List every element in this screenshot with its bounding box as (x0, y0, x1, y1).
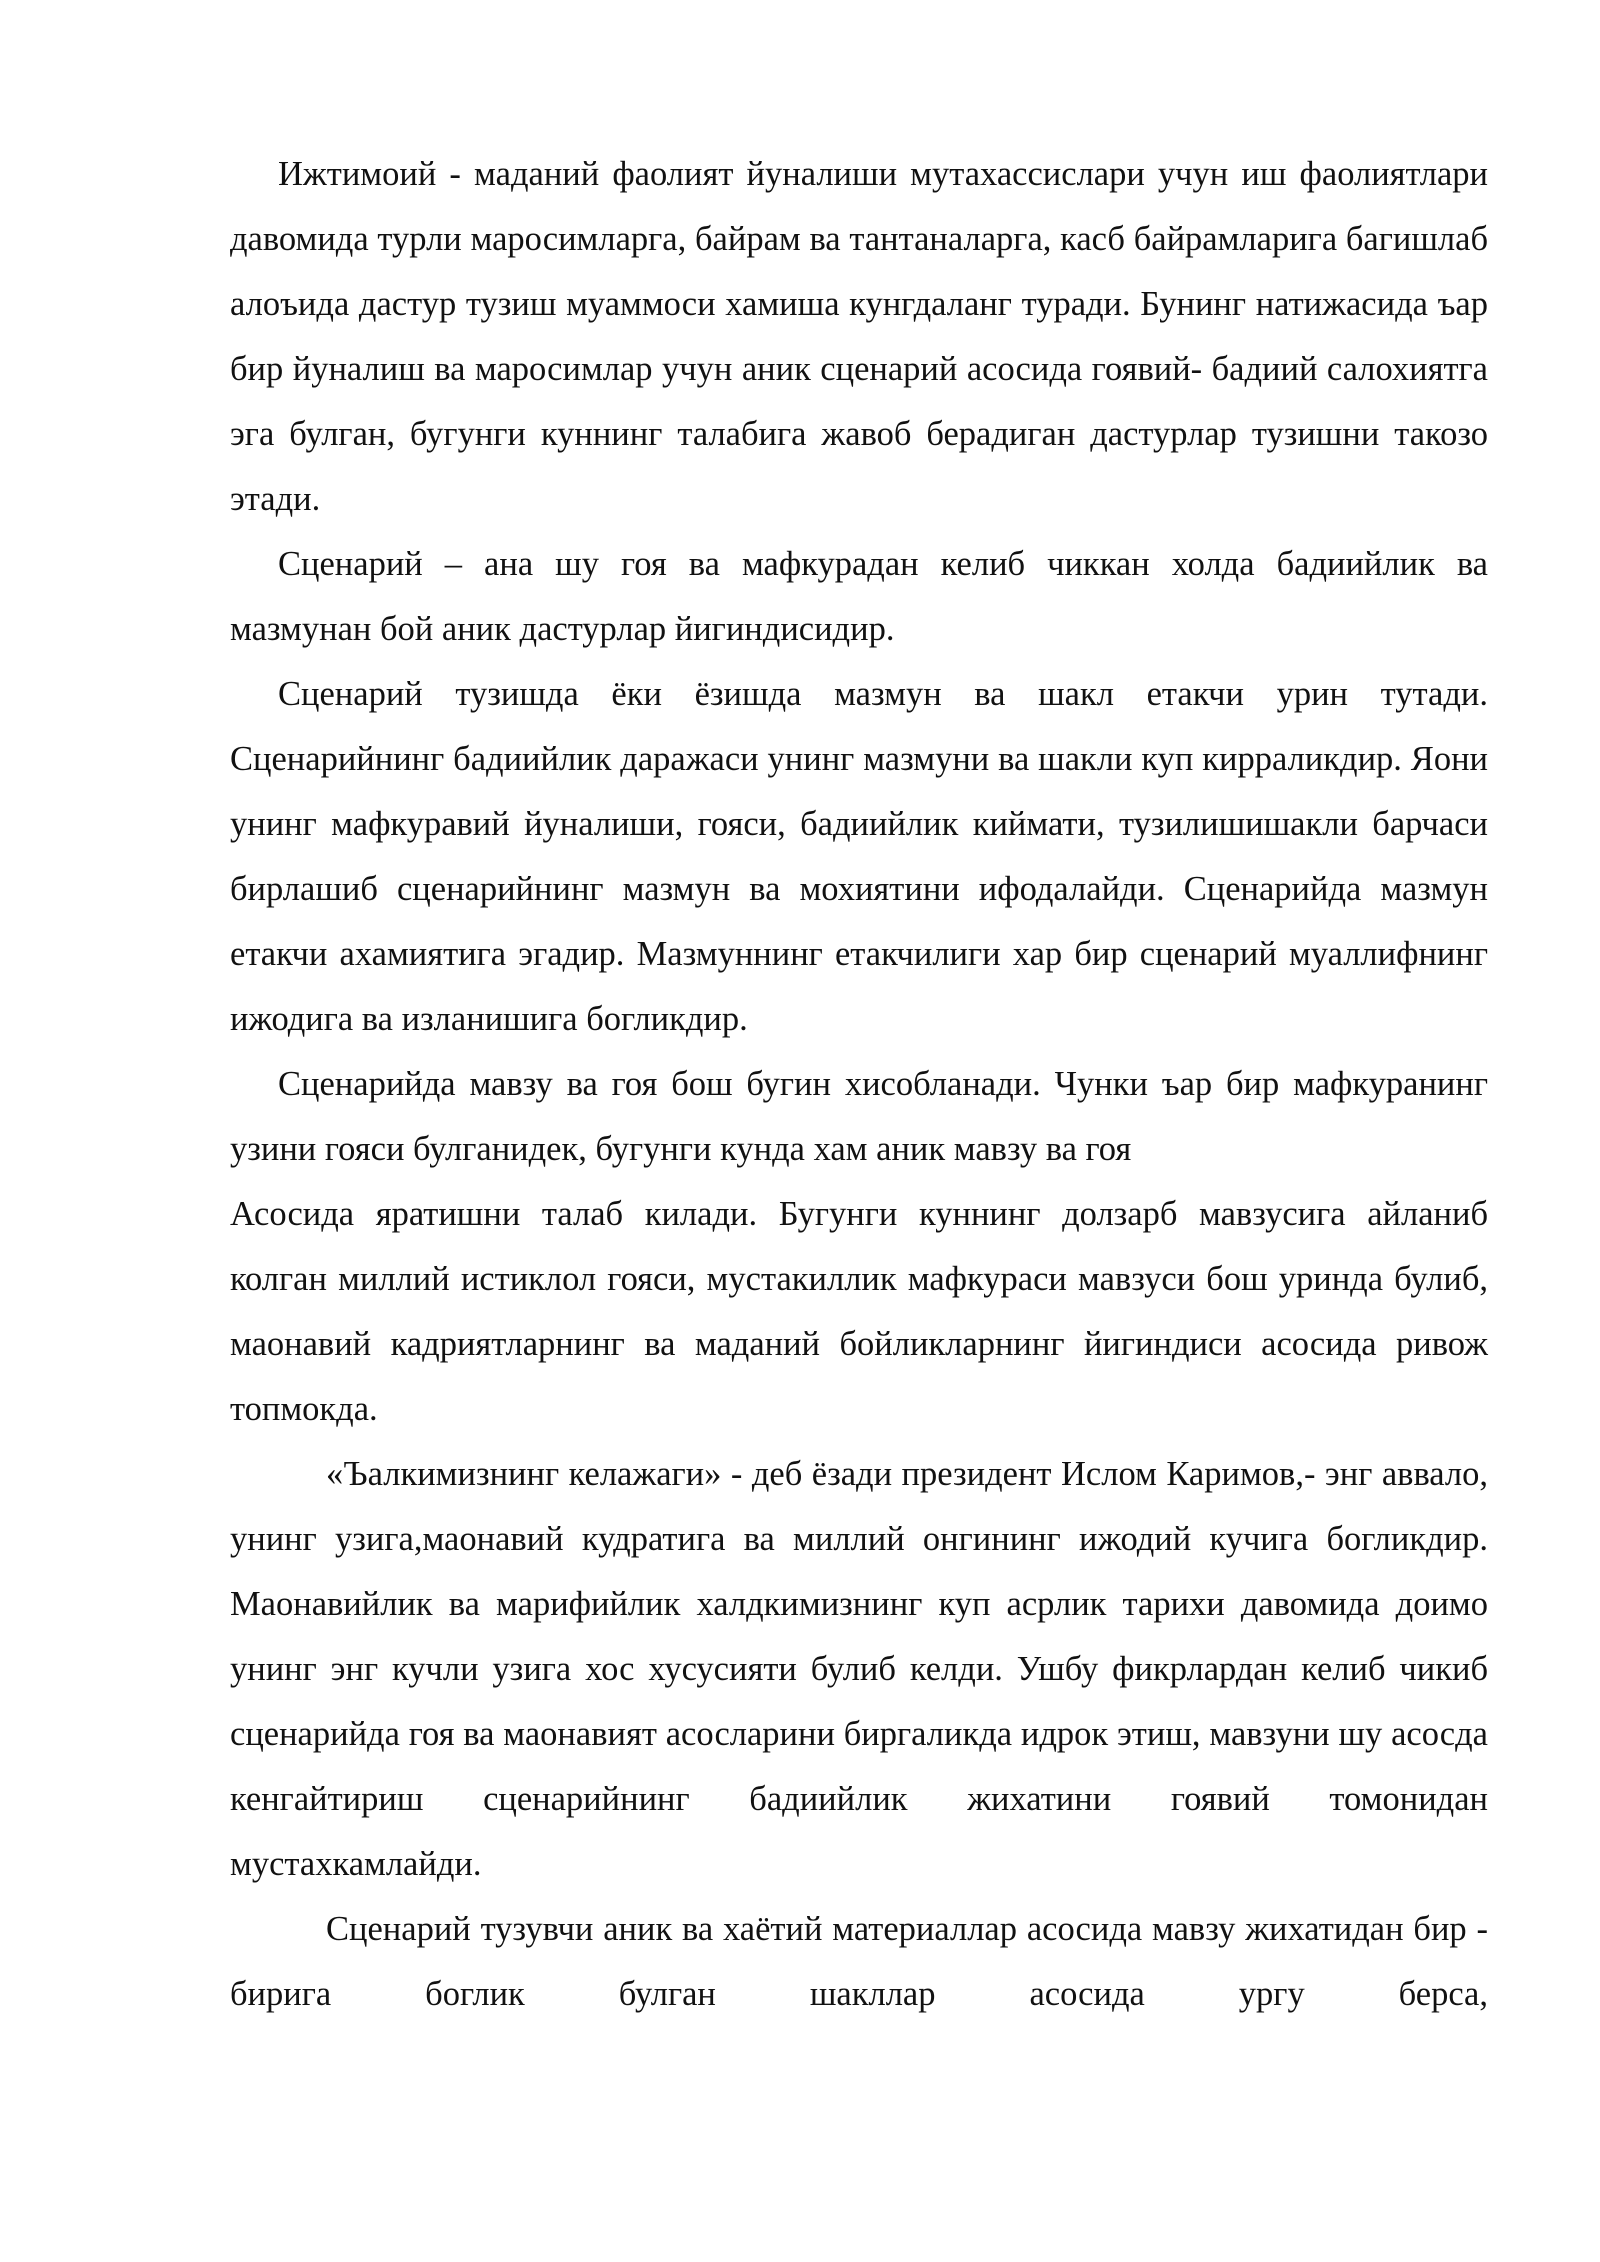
paragraph-4 (230, 1052, 1488, 1182)
paragraph-2: Сценарий – ана шу гоя ва мафкурадан келиб чиккан холда бадиийлик ва мазмунан бой аник дастурлар йигиндисидир. (230, 545, 1488, 648)
document-body (230, 142, 1488, 2027)
paragraph-5: «Ъалкимизнинг келажаги» - деб ёзади президент Ислом Каримов,- энг аввало, унинг узига,маонавий кудратига ва миллий онгининг ижодий кучига богликдир. Маонавийлик ва марифийлик халдкимизнинг куп асрлик тарихи давомида доимо унинг энг кучли узига хос хусусияти булиб келди. Ушбу фикрлардан келиб чикиб сценарийда гоя ва маонавият асосларини биргаликда идрок этиш, мавзуни шу асосда кенгайтириш сценарийнинг бадиийлик жихатини гоявий томонидан мустахкамлайди. (230, 1455, 1488, 1883)
paragraph-1: Ижтимоий - маданий фаолият йуналиши мутахассислари учун иш фаолиятлари давомида турли маросимларга, байрам ва тантаналарга, касб байрамларига багишлаб алоъида дастур тузиш муаммоси хамиша кунгдаланг туради. Бунинг натижасида ъар бир йуналиш ва маросимлар учун аник сценарий асосида гоявий- бадиий салохиятга эга булган, бугунги куннинг талабига жавоб берадиган дастурлар тузишни такозо этади. (230, 155, 1488, 518)
paragraph-6: Сценарий тузувчи аник ва хаётий материаллар асосида мавзу жихатидан бир - бирига боглик булган шакллар асосида ургу берса, (230, 1910, 1488, 2013)
paragraph-3: Сценарий тузишда ёки ёзишда мазмун ва шакл етакчи урин тутади. Сценарийнинг бадиийлик даражаси унинг мазмуни ва шакли куп кирраликдир. Яони унинг мафкуравий йуналиши, гояси, бадиийлик киймати, тузилишишакли барчаси бирлашиб сценарийнинг мазмун ва мохиятини ифодалайди. Сценарийда мазмун етакчи ахамиятига эгадир. Мазмуннинг етакчилиги хар бир сценарий муаллифнинг ижодига ва изланишига богликдир. (230, 675, 1488, 1038)
paragraph-4-first-part: Сценарийда мавзу ва гоя бош бугин хисобланади. Чунки ъар бир мафкуранинг узини гояси булганидек, бугунги кунда хам аник мавзу ва гоя (230, 1065, 1488, 1168)
paragraph-4-continuation: Асосида яратишни талаб килади. Бугунги куннинг долзарб мавзусига айланиб колган миллий истиклол гояси, мустакиллик мафкураси мавзуси бош уринда булиб, маонавий кадриятларнинг ва маданий бойликларнинг йигиндиси асосида ривож топмокда. (230, 1195, 1488, 1428)
